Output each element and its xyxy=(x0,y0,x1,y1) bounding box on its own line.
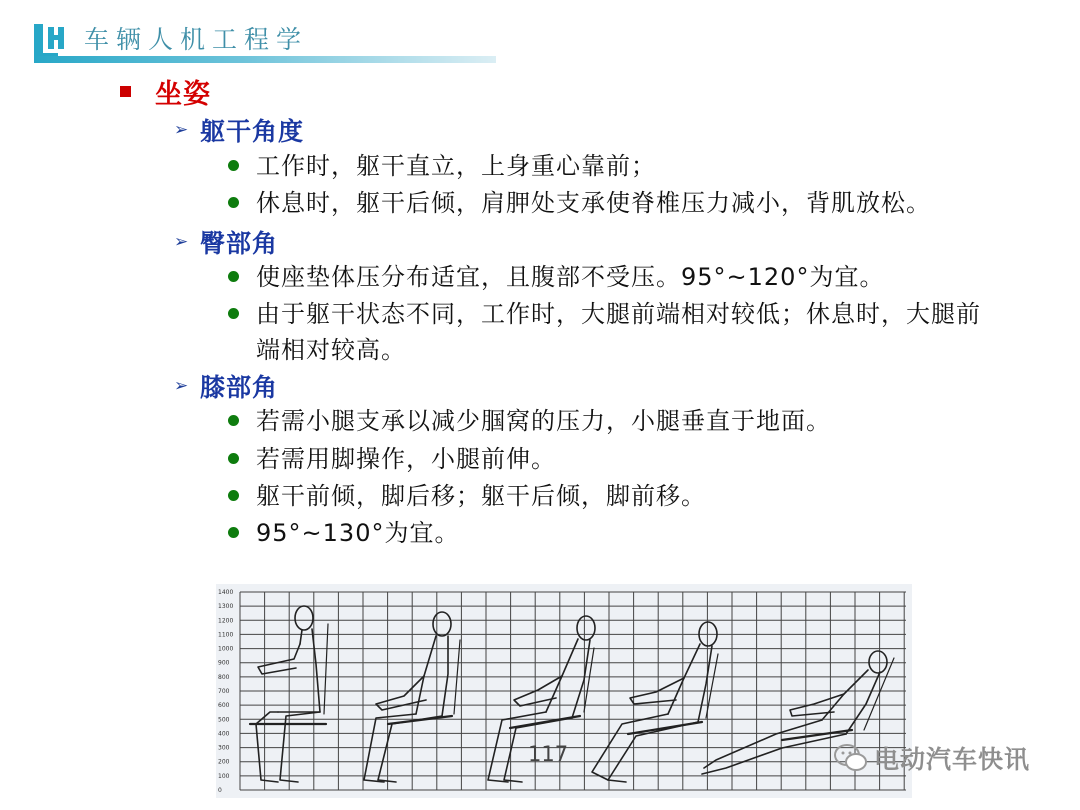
header-divider xyxy=(34,56,496,63)
main-heading xyxy=(120,72,211,111)
y-tick-label: 1200 xyxy=(218,617,234,625)
section-title: 膝部角 xyxy=(200,373,279,402)
y-tick-label: 800 xyxy=(218,673,230,681)
list-item-text: 若需小腿支承以减少腘窝的压力，小腿垂直于地面。 xyxy=(256,407,831,435)
list-item xyxy=(228,185,931,221)
dot-bullet-icon xyxy=(228,453,239,464)
list-item xyxy=(228,403,831,439)
y-tick-label: 100 xyxy=(218,772,230,780)
y-tick-label: 1000 xyxy=(218,645,234,653)
list-item-text: 工作时，躯干直立，上身重心靠前； xyxy=(256,152,656,180)
dot-bullet-icon xyxy=(228,415,239,426)
y-tick-label: 900 xyxy=(218,659,230,667)
list-item-text: 由于躯干状态不同，工作时，大腿前端相对较低；休息时，大腿前端相对较高。 xyxy=(256,300,981,364)
arrow-bullet-icon: ➢ xyxy=(174,376,189,396)
arrow-bullet-icon: ➢ xyxy=(174,232,189,252)
square-bullet-icon xyxy=(120,86,131,97)
section-title: 臀部角 xyxy=(200,229,279,258)
section-heading-torso-angle xyxy=(174,112,304,148)
y-tick-label: 300 xyxy=(218,744,230,752)
list-item-text: 躯干前倾，脚后移；躯干后倾，脚前移。 xyxy=(256,482,706,510)
dot-bullet-icon xyxy=(228,271,239,282)
list-item-text: 休息时，躯干后倾，肩胛处支承使脊椎压力减小，背肌放松。 xyxy=(256,189,931,217)
wechat-icon xyxy=(834,743,868,773)
dot-bullet-icon xyxy=(228,490,239,501)
dot-bullet-icon xyxy=(228,197,239,208)
watermark xyxy=(834,740,1030,776)
section-title: 躯干角度 xyxy=(200,117,305,146)
y-tick-label: 1300 xyxy=(218,603,234,611)
section-heading-knee-angle xyxy=(174,368,278,404)
y-tick-label: 700 xyxy=(218,688,230,695)
watermark-text: 电动汽车快讯 xyxy=(874,745,1031,774)
page-number: 117 xyxy=(528,742,569,766)
list-item xyxy=(228,148,656,184)
list-item-text: 若需用脚操作，小腿前伸。 xyxy=(256,445,556,473)
y-tick-label: 500 xyxy=(218,716,230,724)
list-item xyxy=(228,515,459,551)
y-tick-label: 200 xyxy=(218,758,230,766)
main-heading-text: 坐姿 xyxy=(155,79,211,110)
course-title: 车辆人机工程学 xyxy=(84,25,309,54)
y-tick-label: 600 xyxy=(218,702,230,710)
list-item xyxy=(228,478,706,514)
y-tick-label: 1100 xyxy=(218,631,234,639)
list-item-text: 使座垫体压分布适宜，且腹部不受压。95°~120°为宜。 xyxy=(256,263,885,291)
list-item xyxy=(228,259,884,295)
y-tick-label: 1400 xyxy=(218,589,234,596)
list-item xyxy=(228,441,556,477)
dot-bullet-icon xyxy=(228,308,239,319)
y-tick-label: 0 xyxy=(218,787,222,794)
dot-bullet-icon xyxy=(228,160,239,171)
arrow-bullet-icon: ➢ xyxy=(174,120,189,140)
dot-bullet-icon xyxy=(228,527,239,538)
y-tick-label: 400 xyxy=(218,730,230,738)
list-item xyxy=(228,296,996,368)
list-item-text: 95°~130°为宜。 xyxy=(256,519,460,547)
section-heading-hip-angle xyxy=(174,224,278,260)
